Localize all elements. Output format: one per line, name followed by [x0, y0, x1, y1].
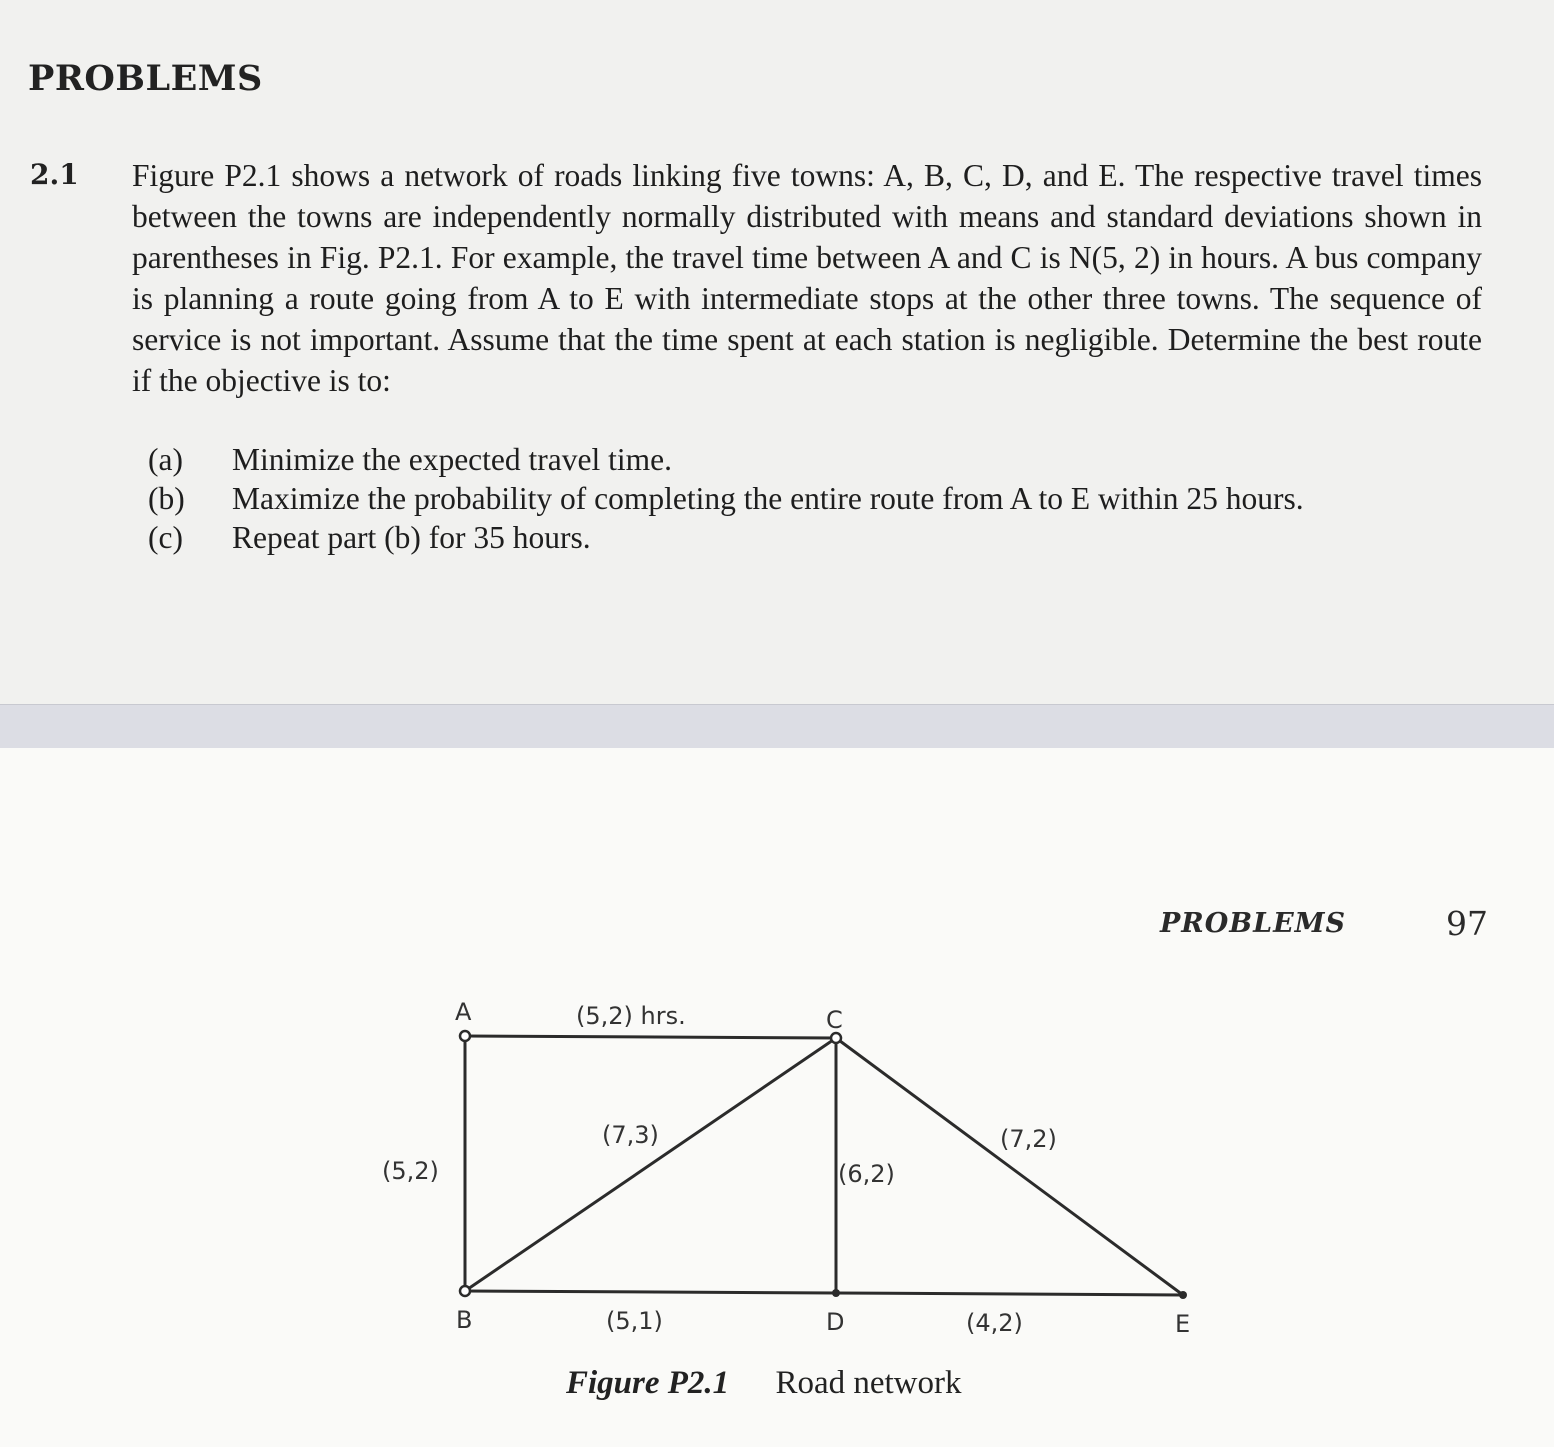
part-c: [148, 518, 1484, 557]
edge-label-b-d: (5,1): [606, 1307, 663, 1335]
part-label: (a): [148, 442, 183, 477]
edge-label-c-d: (6,2): [838, 1160, 895, 1188]
node-a: [460, 1031, 470, 1041]
problem-number: 2.1: [30, 158, 79, 191]
part-text: Minimize the expected travel time.: [232, 442, 672, 477]
node-label-c: C: [826, 1006, 843, 1034]
running-head: PROBLEMS: [1160, 908, 1347, 939]
caption-text: Road network: [775, 1365, 962, 1401]
part-text: Repeat part (b) for 35 hours.: [232, 520, 591, 555]
section-title: PROBLEMS: [28, 58, 263, 99]
part-label: (c): [148, 520, 183, 555]
page-number: 97: [1446, 904, 1488, 943]
node-label-b: B: [456, 1306, 473, 1334]
edge-label-d-e: (4,2): [966, 1309, 1023, 1337]
edge-label-a-b: (5,2): [382, 1157, 439, 1185]
node-c: [831, 1033, 841, 1043]
node-label-e: E: [1175, 1310, 1191, 1338]
edge-b-d: [465, 1291, 836, 1293]
edge-a-c: [465, 1036, 836, 1038]
edge-label-c-e: (7,2): [1000, 1125, 1057, 1153]
part-b: [148, 479, 1484, 518]
edge-b-c: [465, 1038, 836, 1291]
part-label: (b): [148, 481, 185, 516]
part-text: Maximize the probability of completing the entire route from A to E within 25 hours.: [232, 481, 1304, 516]
caption-id: Figure P2.1: [566, 1365, 730, 1401]
node-b: [460, 1286, 470, 1296]
edge-d-e: [836, 1293, 1183, 1295]
node-d: [832, 1289, 840, 1297]
part-a: [148, 440, 1484, 479]
node-label-d: D: [826, 1308, 845, 1336]
problem-parts: [148, 440, 1484, 557]
edge-label-a-c: (5,2) hrs.: [576, 1002, 686, 1030]
problem-statement: Figure P2.1 shows a network of roads linking five towns: A, B, C, D, and E. The respective travel times between the towns are independently normally distributed with means and standard deviations shown in parentheses in Fig. P2.1. For example, the travel time between A and C is N(5, 2) in hours. A bus company is planning a route going from A to E with intermediate stops at the other three towns. The sequence of service is not important. Assume that the time spent at each station is negligible. Determine the best route if the objective is to:: [132, 158, 1482, 398]
page-divider: [0, 704, 1554, 750]
figure-caption: [566, 1365, 961, 1402]
road-network-diagram: [0, 748, 1554, 1368]
edge-label-b-c: (7,3): [602, 1121, 659, 1149]
node-e: [1179, 1291, 1187, 1299]
node-label-a: A: [455, 998, 472, 1026]
